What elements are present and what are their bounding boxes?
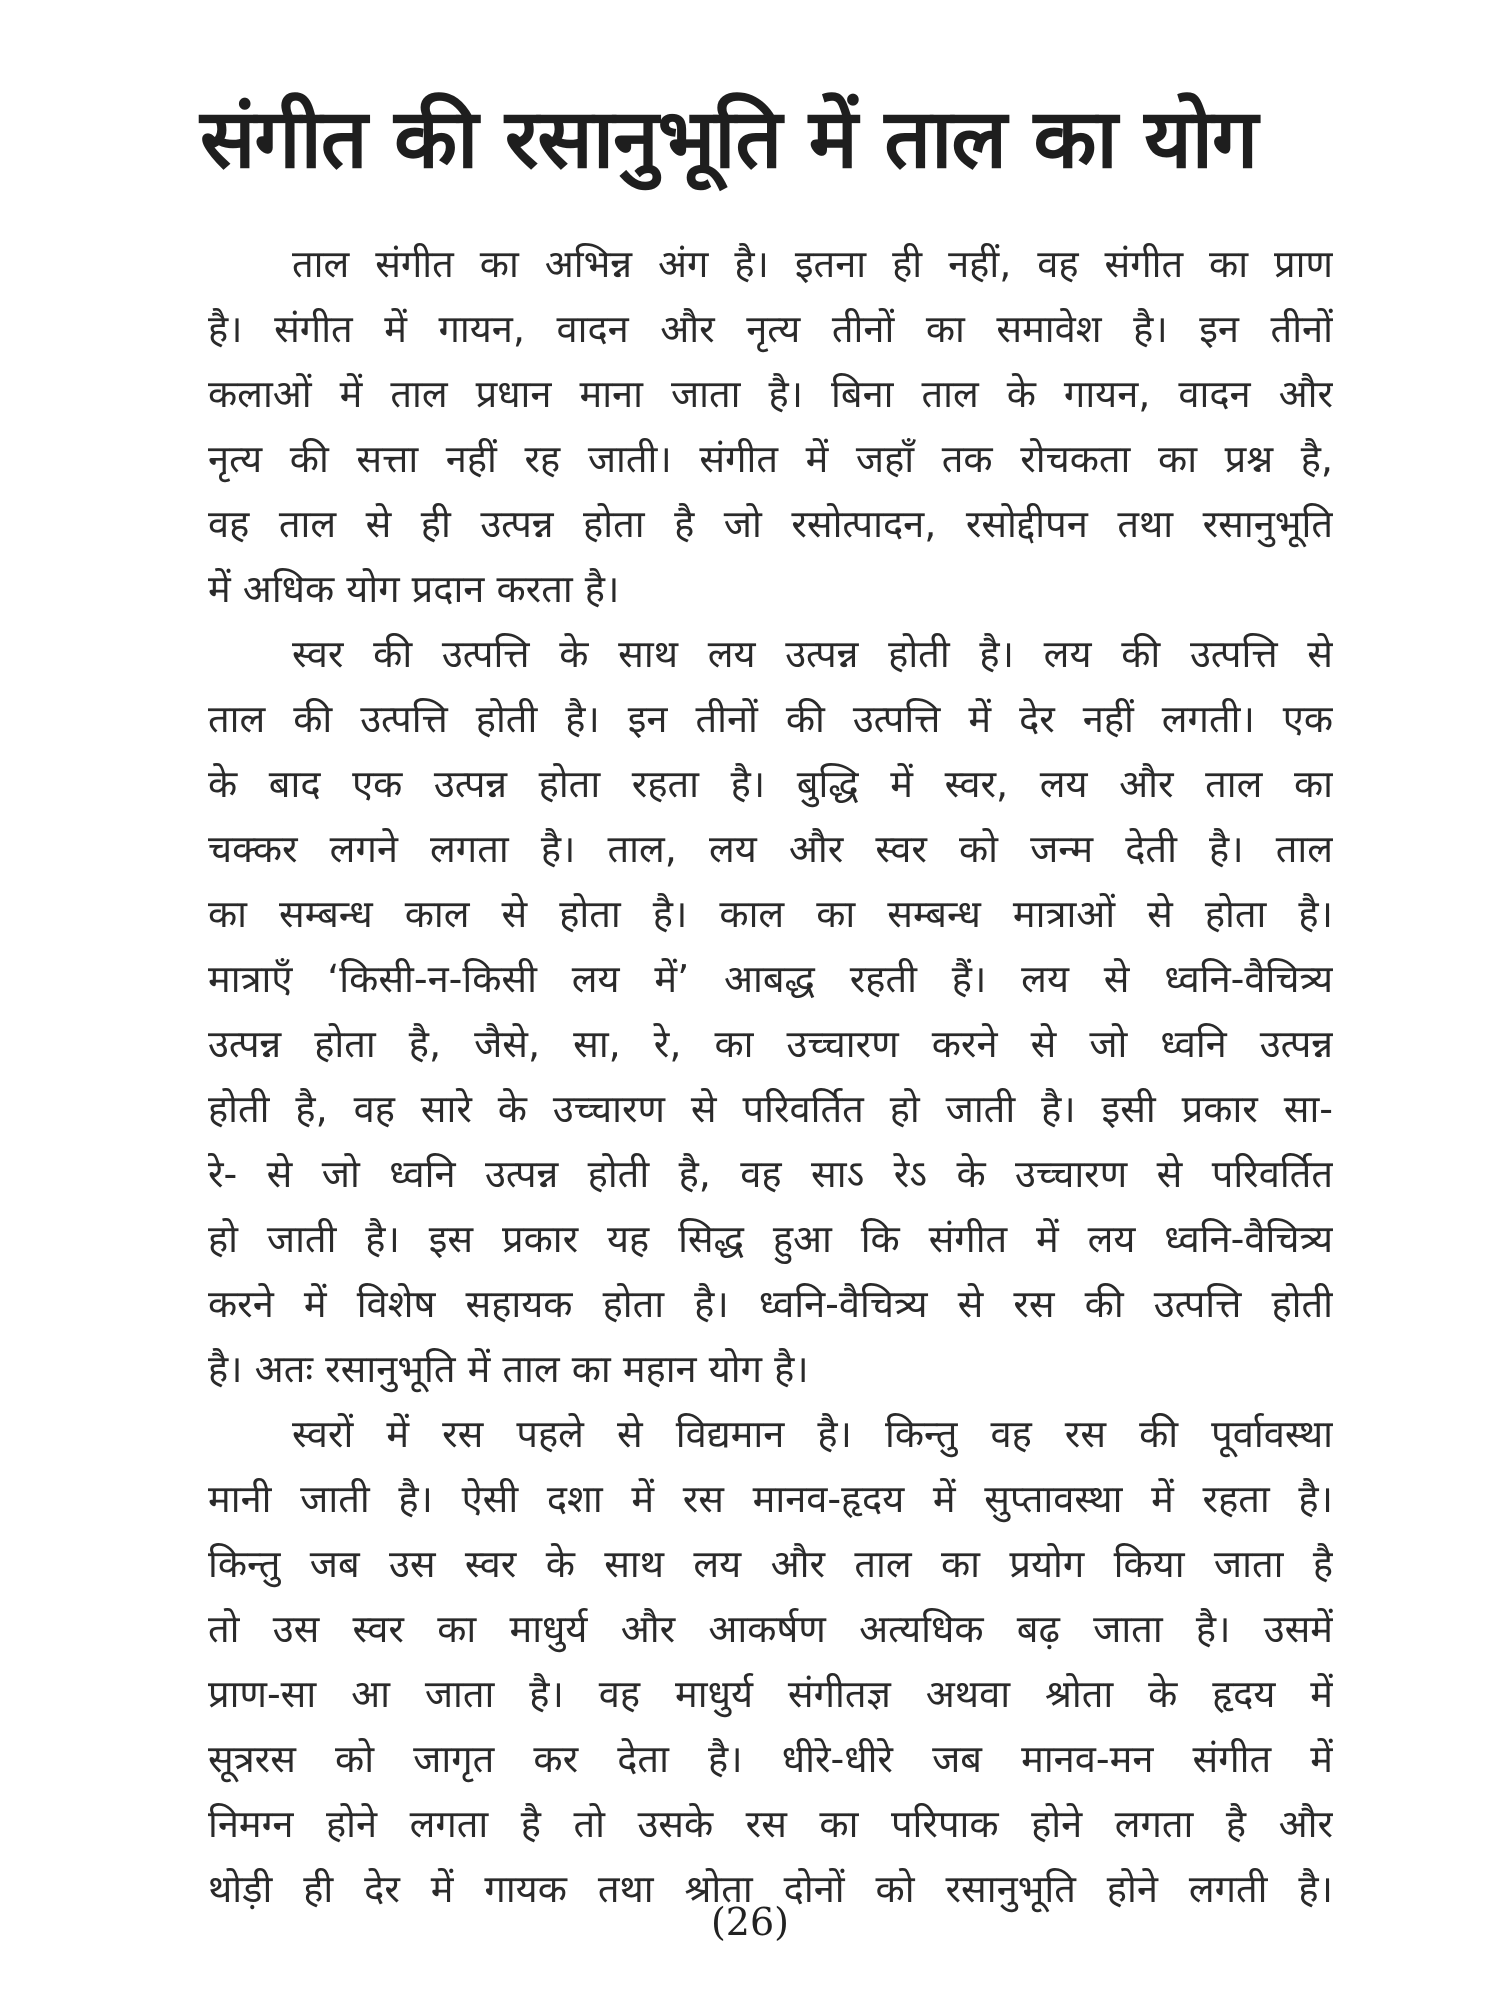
text-line: होती है, वह सारे के उच्चारण से परिवर्तित हो जाती है। इसी प्रकार सा-: [208, 1087, 1333, 1131]
text-line: उत्पन्न होता है, जैसे, सा, रे, का उच्चारण करने से जो ध्वनि उत्पन्न: [208, 1022, 1333, 1066]
page-number: (26): [710, 1900, 789, 1944]
text-line: कलाओं में ताल प्रधान माना जाता है। बिना ताल के गायन, वादन और: [208, 372, 1333, 416]
text-line: किन्तु जब उस स्वर के साथ लय और ताल का प्रयोग किया जाता है: [208, 1542, 1333, 1586]
chapter-title: संगीत की रसानुभूति में ताल का योग: [200, 92, 1258, 187]
text-line: करने में विशेष सहायक होता है। ध्वनि-वैचित्र्य से रस की उत्पत्ति होती: [208, 1282, 1333, 1326]
text-line: ताल संगीत का अभिन्न अंग है। इतना ही नहीं, वह संगीत का प्राण: [292, 242, 1333, 286]
text-line: सूत्ररस को जागृत कर देता है। धीरे-धीरे जब मानव-मन संगीत में: [208, 1737, 1333, 1781]
text-line: है। अतः रसानुभूति में ताल का महान योग है।: [208, 1347, 809, 1391]
text-line: रे- से जो ध्वनि उत्पन्न होती है, वह साऽ रेऽ के उच्चारण से परिवर्तित: [208, 1152, 1333, 1196]
text-line: नृत्य की सत्ता नहीं रह जाती। संगीत में जहाँ तक रोचकता का प्रश्न है,: [208, 437, 1333, 481]
paragraph-3: [208, 1402, 1333, 1922]
text-line: के बाद एक उत्पन्न होता रहता है। बुद्धि में स्वर, लय और ताल का: [208, 762, 1333, 806]
text-line: मात्राएँ ‘किसी-न-किसी लय में’ आबद्ध रहती हैं। लय से ध्वनि-वैचित्र्य: [208, 957, 1333, 1001]
text-line: प्राण-सा आ जाता है। वह माधुर्य संगीतज्ञ अथवा श्रोता के हृदय में: [208, 1672, 1333, 1716]
text-line: में अधिक योग प्रदान करता है।: [208, 567, 620, 611]
text-line: वह ताल से ही उत्पन्न होता है जो रसोत्पादन, रसोद्दीपन तथा रसानुभूति: [208, 502, 1333, 546]
text-line: है। संगीत में गायन, वादन और नृत्य तीनों का समावेश है। इन तीनों: [208, 307, 1333, 351]
text-line: हो जाती है। इस प्रकार यह सिद्ध हुआ कि संगीत में लय ध्वनि-वैचित्र्य: [208, 1217, 1333, 1261]
paragraph-1: [208, 232, 1333, 622]
text-line: चक्कर लगने लगता है। ताल, लय और स्वर को जन्म देती है। ताल: [208, 827, 1333, 871]
text-line: निमग्न होने लगता है तो उसके रस का परिपाक होने लगता है और: [208, 1802, 1333, 1846]
text-line: का सम्बन्ध काल से होता है। काल का सम्बन्ध मात्राओं से होता है।: [208, 892, 1333, 936]
paragraph-2: [208, 622, 1333, 1402]
text-line: मानी जाती है। ऐसी दशा में रस मानव-हृदय में सुप्तावस्था में रहता है।: [208, 1477, 1333, 1521]
body-text: [208, 232, 1333, 1922]
text-line: ताल की उत्पत्ति होती है। इन तीनों की उत्पत्ति में देर नहीं लगती। एक: [208, 697, 1333, 741]
text-line: थोड़ी ही देर में गायक तथा श्रोता दोनों को रसानुभूति होने लगती है।: [208, 1867, 1333, 1911]
text-line: स्वर की उत्पत्ति के साथ लय उत्पन्न होती है। लय की उत्पत्ति से: [292, 632, 1333, 676]
text-line: तो उस स्वर का माधुर्य और आकर्षण अत्यधिक बढ़ जाता है। उसमें: [208, 1607, 1333, 1651]
text-line: स्वरों में रस पहले से विद्यमान है। किन्तु वह रस की पूर्वावस्था: [292, 1412, 1333, 1456]
